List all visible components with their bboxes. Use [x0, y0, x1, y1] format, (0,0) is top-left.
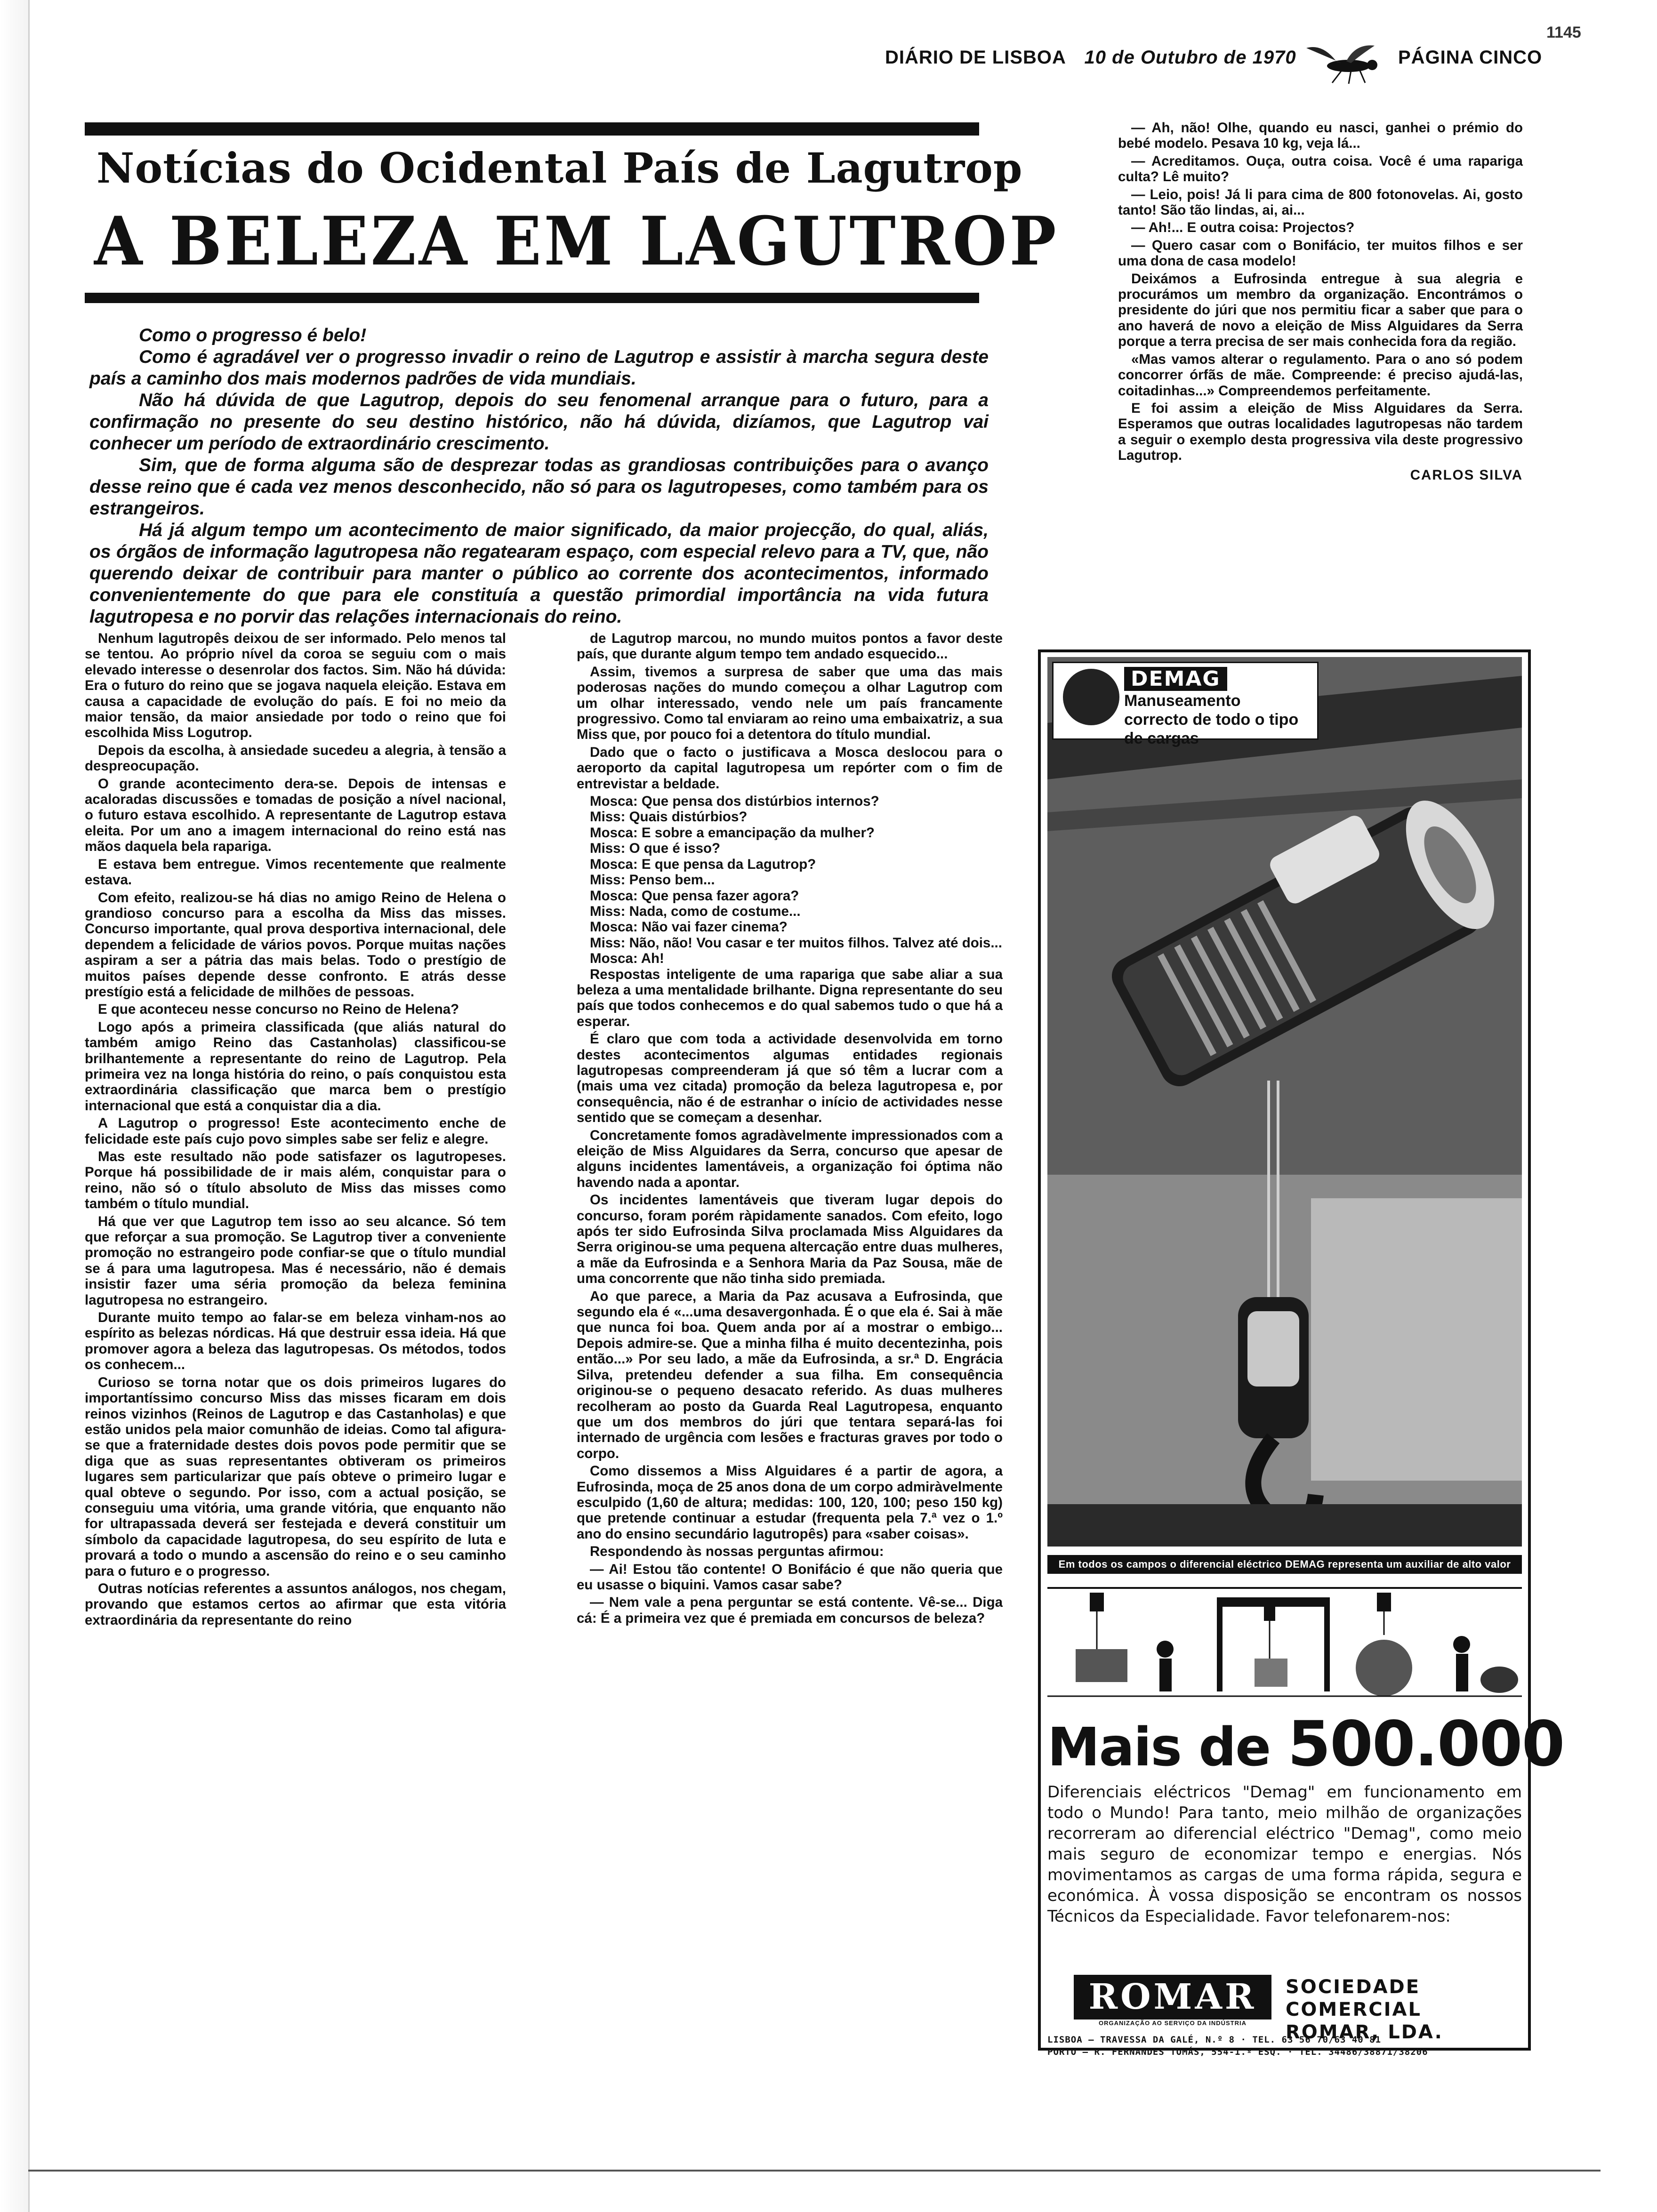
address-porto: PORTO — R. FERNANDES TOMÁS, 554-1.º ESQ. · TEL. 34486/38871/38206: [1047, 2047, 1428, 2057]
fly-icon: [1304, 43, 1384, 86]
gantry-icon: [1217, 1597, 1330, 1691]
company-line-1: SOCIEDADE COMERCIAL: [1286, 1976, 1422, 2020]
page-bottom-rule: [28, 2170, 1601, 2172]
demag-brand: DEMAG: [1124, 667, 1227, 691]
hoist-usage-icons: [1047, 1579, 1522, 1715]
ad-headline-prefix: Mais de: [1047, 1717, 1288, 1778]
body-paragraph: Logo após a primeira classificada (que aliás natural do também amigo Reino das Castanholas) classificou-se brilhantemente a representante do reino de Lagutrop. Pela primeira vez na longa história do reino, o país conquistou esta extraordinária classificação que marca bem o prestígio internacional que está a conquistar dia a dia.: [85, 1019, 506, 1114]
interview-line: Mosca: E que pensa da Lagutrop?: [590, 856, 816, 872]
body-paragraph: — Ah!... E outra coisa: Projectos?: [1131, 220, 1355, 236]
page-fold-shadow: [0, 0, 30, 2212]
lede-paragraph: Há já algum tempo um acontecimento de maior significado, da maior projecção, do qual, aliás, os órgãos de informação lagutropesa não regatearam espaço, com especial relevo para a TV, que, não querendo deixar de contribuir para manter o público ao corrente dos acontecimentos, informado convenientemente do que para ele constituía a questão primordial importância na vida futura lagutropesa e no porvir das relações internacionais do reino.: [89, 520, 989, 627]
page-label: PÁGINA CINCO: [1398, 47, 1543, 68]
body-paragraph: Com efeito, realizou-se há dias no amigo Reino de Helena o grandioso concurso para a escolha da Miss das misses. Concurso importante, qual prova desportiva internacional, dele dependem a felicidade de vários povos. Porque muitas nações aspiram a ser a pátria das mais belas. Todo o prestígio de muitos países depende desse confronto. E atrás desse prestígio está a felicidade de milhões de pessoas.: [85, 890, 506, 1000]
page-header: [885, 47, 1582, 75]
romar-addresses: [1047, 2034, 1522, 2058]
author-signature: CARLOS SILVA: [1410, 467, 1523, 483]
romar-logo-subtitle: ORGANIZAÇÃO AO SERVIÇO DA INDÚSTRIA: [1098, 2020, 1247, 2027]
body-paragraph: Respostas inteligente de uma rapariga que sabe aliar a sua beleza a uma mentalidade brilhante. Digna representante do seu país que todos conhecemos e do qual sabemos tudo o que há a esperar.: [577, 966, 1003, 1029]
interview-line: Mosca: Que pensa fazer agora?: [590, 888, 799, 904]
demag-tagline: Manuseamento correcto de todo o tipo de cargas: [1124, 692, 1299, 747]
worker-portrait-icon: [1063, 669, 1119, 725]
body-paragraph: Nenhum lagutropês deixou de ser informado. Pelo menos tal se tentou. Ao próprio nível da coroa se seguiu com o mais elevado interesse o desenrolar dos factos. Sim. Não há dúvida: Era o futuro do reino que se jogava naquela eleição. Estava em causa a capacidade de evolução do país. E foi no meio da maior tensão, da maior ansiedade por todo o reino que foi escolhida Miss Logutrop.: [85, 631, 506, 741]
body-paragraph: — Ah, não! Olhe, quando eu nasci, ganhei o prémio do bebé modelo. Pesava 10 kg, veja lá...: [1118, 120, 1523, 152]
body-paragraph: Há que ver que Lagutrop tem isso ao seu alcance. Só tem que reforçar a sua promoção. Se Lagutrop tiver a conveniente promoção no estrangeiro pode confiar-se que o título mundial se á para uma lagutropesa. Mas é necessário, não é demais insistir fazer uma séria promoção da beleza feminina lagutropesa no estrangeiro.: [85, 1213, 506, 1308]
body-paragraph: Respondendo às nossas perguntas afirmou:: [590, 1544, 884, 1560]
body-paragraph: — Quero casar com o Bonifácio, ter muitos filhos e ser uma dona de casa modelo!: [1118, 237, 1523, 269]
body-paragraph: É claro que com toda a actividade desenvolvida em torno destes acontecimentos algumas entidades regionais lagutropesas compreenderam já que só têm a lucrar com a (mais uma vez citada) promoção da beleza lagutropesa e, por consequência, não é de estranhar o início de actividades nesse sentido que se começam a desenhar.: [577, 1031, 1003, 1126]
top-rule: [85, 122, 979, 136]
article-kicker: Notícias do Ocidental País de Lagutrop: [97, 144, 1023, 192]
body-paragraph: Deixámos a Eufrosinda entregue à sua alegria e procurámos um membro da organização. Encontrámos o presidente do júri que nos permitiu ficar a saber que para o ano haverá de novo a eleição de Miss Alguidares da Serra porque a terra precisa de ser mais conhecida fora da região.: [1118, 271, 1523, 350]
body-paragraph: E que aconteceu nesse concurso no Reino de Helena?: [98, 1002, 459, 1018]
interview-line: Mosca: E sobre a emancipação da mulher?: [590, 825, 875, 841]
body-paragraph: Assim, tivemos a surpresa de saber que uma das mais poderosas nações do mundo começou a olhar Lagutrop com um olhar interessado, vendo nele um país francamente progressivo. Como tal enviaram ao reino uma embaixatriz, a sua Miss que, por pouco foi a detentora do título mundial.: [577, 664, 1003, 743]
article-column-1: [85, 631, 506, 1630]
crate-lift-icon: [1076, 1593, 1174, 1691]
body-paragraph: — Acreditamos. Ouça, outra coisa. Você é uma rapariga culta? Lê muito?: [1118, 153, 1523, 185]
demag-tag-box: [1052, 662, 1319, 747]
body-paragraph: — Ai! Estou tão contente! O Bonifácio é que não queria que eu usasse o biquini. Vamos casar sabe?: [577, 1561, 1003, 1593]
ad-body-text: Diferenciais eléctricos "Demag" em funcionamento em todo o Mundo! Para tanto, meio milhão de organizações recorreram ao diferencial eléctrico "Demag", como meio mais seguro de economizar tempo e energias. Nós movimentamos as cargas de uma forma rápida, segura e económica. À vossa disposição se encontram os nossos Técnicos da Especialidade. Favor telefonarem-nos:: [1047, 1783, 1522, 1926]
electric-hoist-illustration: [1047, 657, 1522, 1547]
lede-paragraph: Não há dúvida de que Lagutrop, depois do seu fenomenal arranque para o futuro, para a confirmação no presente do seu destino histórico, não há dúvida, dizíamos, que Lagutrop vai conhecer um período de extraordinário crescimento.: [89, 390, 989, 454]
article-lede: [89, 325, 989, 628]
demag-advertisement: [1038, 649, 1564, 2057]
bottom-rule: [85, 293, 979, 303]
interview-line: Miss: Quais distúrbios?: [590, 809, 748, 825]
article-headline: A BELEZA EM LAGUTROP: [94, 202, 1059, 281]
body-paragraph: E estava bem entregue. Vimos recentemente que realmente estava.: [85, 856, 506, 888]
body-paragraph: Os incidentes lamentáveis que tiveram lugar depois do concurso, foram porém ràpidamente sanados. Com efeito, logo após ter sido Eufrosinda Silva proclamada Miss Alguidares da Serra originou-se uma pequena altercação entre duas mulheres, a mãe da Eufrosinda e a Senhora Maria da Paz Sousa, mãe de uma concorrente que não tinha sido premiada.: [577, 1192, 1003, 1287]
body-paragraph: O grande acontecimento dera-se. Depois de intensas e acaloradas discussões e tomadas de posição a nível nacional, o futuro estava escolhido. A representante de Lagutrop estava eleita. Por um ano a imagem internacional do reino está nas mãos daquela bela rapariga.: [85, 776, 506, 855]
body-paragraph: Dado que o facto o justificava a Mosca deslocou para o aeroporto da capital lagutropesa um repórter com o fim de entrevistar a beldade.: [577, 744, 1003, 792]
ad-headline-number: 500.000: [1287, 1708, 1564, 1780]
interview-line: Miss: Penso bem...: [590, 872, 715, 888]
body-paragraph: Durante muito tempo ao falar-se em beleza vinham-nos ao espírito as belezas nórdicas. Há que destruir essa ideia. Há que promover agora a beleza das lagutropesas. Os métodos, todos os conhecem...: [85, 1310, 506, 1373]
ad-caption-bar: Em todos os campos o diferencial eléctrico DEMAG representa um auxiliar de alto valor: [1047, 1555, 1522, 1574]
body-paragraph: Concretamente fomos agradàvelmente impressionados com a eleição de Miss Alguidares da Serra, concurso que apesar de alguns incidentes lamentáveis, a organização foi óptima não havendo nada a apontar.: [577, 1127, 1003, 1190]
body-paragraph: A Lagutrop o progresso! Este acontecimento enche de felicidade este país cujo povo simples sabe ser feliz e alegre.: [85, 1115, 506, 1147]
interview-line: Mosca: Não vai fazer cinema?: [590, 919, 788, 935]
body-paragraph: Curioso se torna notar que os dois primeiros lugares do importantíssimo concurso Miss das misses ficaram em dois reinos vizinhos (Reinos de Lagutrop e das Castanholas) e que estão unidos pela maior comunhão de ideias. Como tal afigura-se que a fraternidade destes dois povos pode permitir que se diga que as suas representantes obtiveram os primeiros lugares sem particularizar que país obteve o primeiro lugar e qual obteve o segundo. Por isso, com a actual posição, se conseguiu uma vitória, uma grande vitória, que enquanto não for ultrapassada deverá ser festejada e deverá constituir um símbolo da capacidade lagutropesa, do seu espírito de luta e provará a todo o mundo a ascensão do reino e o seu caminho para o futuro e o progresso.: [85, 1374, 506, 1579]
lede-paragraph: Sim, que de forma alguma são de desprezar todas as grandiosas contribuições para o avanço desse reino que é cada vez menos desconhecido, não só para os lagutropeses, como também para os estrangeiros.: [89, 455, 989, 519]
page-number: 1145: [1546, 24, 1581, 41]
interview-line: Mosca: Que pensa dos distúrbios internos?: [590, 793, 879, 809]
lede-paragraph: Como é agradável ver o progresso invadir o reino de Lagutrop e assistir à marcha segura deste país a caminho dos mais modernos padrões de vida mundiais.: [89, 347, 989, 389]
body-paragraph: Outras notícias referentes a assuntos análogos, nos chegam, provando que estamos certos ao afirmar que esta vitória extraordinária da representante do reino: [85, 1580, 506, 1628]
body-paragraph: Mas este resultado não pode satisfazer os lagutropeses. Porque há possibilidade de ir mais além, conquistar para o reino, não só o título absoluto de Miss das misses como também o título mundial.: [85, 1149, 506, 1212]
issue-date: 10 de Outubro de 1970: [1084, 47, 1296, 68]
body-paragraph: «Mas vamos alterar o regulamento. Para o ano só podem concorrer órfãs de mãe. Compreende: é preciso ajudá-las, coitadinhas...» Compreendemos perfeitamente.: [1118, 351, 1523, 399]
body-paragraph: Ao que parece, a Maria da Paz acusava a Eufrosinda, que segundo ela é «...uma desavergonhada. É o que ela é. Sai à mãe que nunca foi boa. Quem anda por aí a mostrar o embigo... Depois admire-se. Que a minha filha é muito decentezinha, pois então...» Por seu lado, a mãe da Eufrosinda, a sr.ª D. Engrácia Silva, pretendeu defender a sua filha. Em consequência originou-se o pequeno desacato referido. As duas mulheres recolheram ao posto da Guarda Real Lagutropesa, enquanto que um dos membros do júri que tentara separá-las foi internado de urgência com lesões e fracturas graves por todo o corpo.: [577, 1288, 1003, 1461]
interview-line: Miss: Nada, como de costume...: [590, 903, 801, 919]
company-line-2: ROMAR, LDA.: [1286, 2021, 1443, 2043]
address-lisbon: LISBOA — TRAVESSA DA GALÉ, N.º 8 · TEL. 63 56 70/63 40 81: [1047, 2035, 1382, 2045]
body-paragraph: Como dissemos a Miss Alguidares é a partir de agora, a Eufrosinda, moça de 25 anos dona de um corpo admiràvelmente esculpido (1,60 de altura; medidas: 100, 120, 100; peso 150 kg) que pretende continuar a estudar (frequenta pela 7.ª vez o 1.º ano do ensino secundário lagutropês) para «saber coisas».: [577, 1463, 1003, 1542]
sack-lift-icon: [1356, 1593, 1518, 1696]
interview-line: Miss: O que é isso?: [590, 841, 721, 857]
body-paragraph: — Leio, pois! Já li para cima de 800 fotonovelas. Ai, gosto tanto! São tão lindas, ai, ai...: [1118, 186, 1523, 218]
interview-line: Mosca: Ah!: [590, 951, 664, 967]
body-paragraph: E foi assim a eleição de Miss Alguidares da Serra. Esperamos que outras localidades lagutropesas não tardem a seguir o exemplo desta progressiva vila deste progressivo Lagutrop.: [1118, 400, 1523, 464]
interview-line: Miss: Não, não! Vou casar e ter muitos filhos. Talvez até dois...: [590, 935, 1002, 951]
ad-headline: [1047, 1708, 1564, 1780]
body-paragraph: de Lagutrop marcou, no mundo muitos pontos a favor deste país, que durante algum tempo tem andado esquecido...: [577, 631, 1003, 662]
romar-logo: ROMAR: [1074, 1975, 1271, 2020]
newspaper-name: DIÁRIO DE LISBOA: [885, 47, 1066, 68]
article-column-3: [1118, 120, 1523, 485]
body-paragraph: — Nem vale a pena perguntar se está contente. Vê-se... Diga cá: É a primeira vez que é premiada em concursos de beleza?: [577, 1595, 1003, 1626]
article-column-2: [577, 631, 1003, 1628]
lede-paragraph: Como o progresso é belo!: [139, 325, 367, 345]
hoist-photo: [1047, 657, 1522, 1547]
body-paragraph: Depois da escolha, à ansiedade sucedeu a alegria, à tensão a despreocupação.: [85, 742, 506, 774]
